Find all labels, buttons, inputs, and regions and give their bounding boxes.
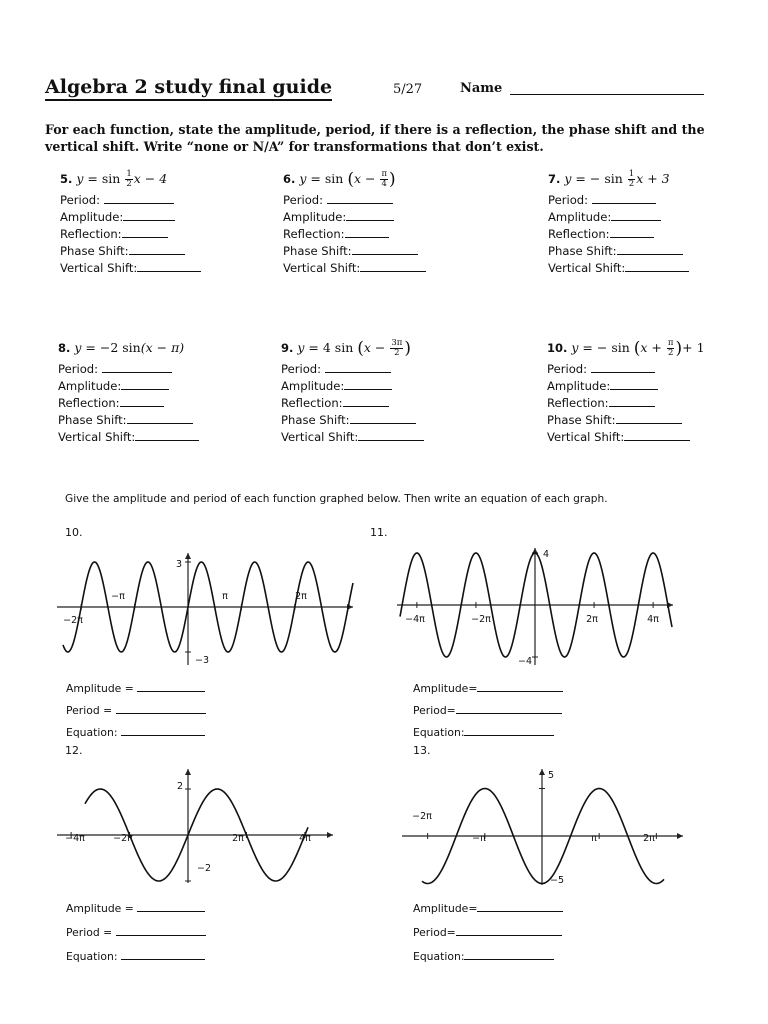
- y-axis-arrow: [539, 769, 545, 775]
- amplitude-blank[interactable]: [137, 900, 205, 912]
- function-name: sin: [324, 171, 344, 186]
- amplitude-row: [283, 209, 473, 226]
- paren-open: (: [347, 169, 354, 190]
- period-blank[interactable]: [592, 192, 656, 204]
- y-axis-arrow: [185, 553, 191, 559]
- amplitude-blank[interactable]: [346, 209, 394, 221]
- problem-equation: [548, 168, 738, 192]
- equation-row: [66, 948, 206, 966]
- amplitude-blank[interactable]: [137, 680, 205, 692]
- phase-shift-blank[interactable]: [350, 412, 416, 424]
- equation-tail: x − 4: [133, 171, 168, 186]
- x-axis-arrow: [327, 832, 333, 838]
- vertical-shift-blank[interactable]: [360, 260, 426, 272]
- phase-shift-row: [281, 412, 471, 429]
- vertical-shift-row: [548, 260, 738, 277]
- x-tick-label: −π: [111, 591, 125, 602]
- vertical-shift-label: Vertical Shift:: [281, 430, 359, 444]
- equation-row: [413, 724, 563, 742]
- problem-equation: [283, 168, 473, 192]
- fraction: [390, 339, 403, 358]
- amplitude-blank[interactable]: [477, 900, 563, 912]
- amplitude-row: [66, 900, 206, 924]
- problem-5: [60, 168, 250, 277]
- frac-num: 3π: [391, 338, 403, 348]
- argument: x −: [353, 171, 376, 186]
- problem-equation: [547, 337, 737, 361]
- period-row: [66, 924, 206, 948]
- problem-number: 9.: [281, 341, 294, 355]
- paren-open: (: [357, 338, 364, 359]
- period-row: [281, 361, 471, 378]
- period-blank[interactable]: [456, 702, 562, 714]
- period-row: [283, 192, 473, 209]
- amplitude-label: Amplitude =: [66, 682, 134, 695]
- problem-number: 7.: [548, 172, 561, 186]
- x-tick-label: π: [222, 591, 228, 602]
- equation-blank[interactable]: [121, 724, 205, 736]
- equals: =: [87, 171, 98, 186]
- graph-11-answers: [413, 680, 563, 742]
- vertical-shift-row: [281, 429, 471, 446]
- vertical-shift-row: [283, 260, 473, 277]
- x-tick-label: −2π: [63, 615, 83, 626]
- graph-10: [55, 545, 355, 675]
- period-blank[interactable]: [116, 702, 206, 714]
- period-label: Period:: [60, 193, 101, 207]
- paren-close: ): [675, 338, 683, 359]
- period-label: Period =: [66, 926, 113, 939]
- amplitude-row: [413, 680, 563, 702]
- period-blank[interactable]: [116, 924, 206, 936]
- reflection-label: Reflection:: [281, 396, 343, 410]
- instructions: For each function, state the amplitude, period, if there is a reflection, the phase shift and the vertical shift. Write “none or N/A” for transformations that don’t exist.: [45, 122, 705, 154]
- frac-num: π: [667, 338, 674, 348]
- reflection-row: [281, 395, 471, 412]
- y-tick-label: −2: [197, 863, 212, 874]
- graph-12: [55, 765, 335, 895]
- equals: = −: [575, 171, 601, 186]
- phase-shift-label: Phase Shift:: [58, 413, 127, 427]
- amplitude-blank[interactable]: [344, 378, 392, 390]
- phase-shift-blank[interactable]: [127, 412, 193, 424]
- frac-den: 2: [126, 179, 132, 189]
- x-tick-label: 2π: [232, 833, 244, 844]
- problem-8: [58, 337, 248, 446]
- amplitude-label: Amplitude:: [60, 210, 124, 224]
- reflection-row: [547, 395, 737, 412]
- paren-open: (: [633, 338, 641, 359]
- var-y: y: [299, 171, 307, 186]
- x-tick-label: −4π: [405, 614, 425, 625]
- problem-number: 8.: [58, 341, 71, 355]
- phase-shift-row: [60, 243, 250, 260]
- phase-shift-blank[interactable]: [129, 243, 185, 255]
- var-y: y: [74, 340, 82, 355]
- amplitude-label: Amplitude:: [548, 210, 612, 224]
- phase-shift-blank[interactable]: [617, 243, 683, 255]
- problem-number: 6.: [283, 172, 296, 186]
- frac-num: 1: [126, 169, 132, 179]
- vertical-shift-blank[interactable]: [358, 429, 424, 441]
- period-label: Period:: [58, 362, 99, 376]
- phase-shift-blank[interactable]: [616, 412, 682, 424]
- problem-equation: [60, 168, 250, 192]
- period-blank[interactable]: [104, 192, 174, 204]
- equation-tail: x + 3: [636, 171, 670, 186]
- function-name: sin: [611, 340, 630, 355]
- reflection-label: Reflection:: [58, 396, 120, 410]
- reflection-row: [60, 226, 250, 243]
- reflection-blank[interactable]: [122, 226, 168, 238]
- amplitude-blank[interactable]: [610, 378, 658, 390]
- var-y: y: [76, 171, 84, 186]
- x-tick-label: 2π: [295, 591, 307, 602]
- equation-row: [66, 724, 206, 742]
- paren-close: ): [389, 169, 396, 190]
- amplitude-blank[interactable]: [611, 209, 661, 221]
- graph-number: 13.: [413, 744, 431, 757]
- var-y: y: [297, 340, 305, 355]
- period-row: [547, 361, 737, 378]
- graph-13: [400, 765, 685, 895]
- amplitude-label: Amplitude:: [281, 379, 345, 393]
- x-tick-label: −4π: [65, 833, 85, 844]
- graph-number: 11.: [370, 526, 388, 539]
- graph-instructions: Give the amplitude and period of each function graphed below. Then write an equation of each graph.: [65, 493, 608, 505]
- amplitude-label: Amplitude=: [413, 682, 478, 695]
- phase-shift-label: Phase Shift:: [60, 244, 129, 258]
- x-tick-label: 2π: [586, 614, 598, 625]
- graph-11: [395, 545, 675, 675]
- reflection-row: [283, 226, 473, 243]
- graph-10-answers: [66, 680, 206, 742]
- fraction: [628, 170, 635, 189]
- date-text: 5/27: [393, 82, 423, 97]
- x-tick-label: −2π: [113, 833, 133, 844]
- equation-label: Equation:: [413, 950, 465, 963]
- argument: x −: [363, 340, 386, 355]
- reflection-label: Reflection:: [547, 396, 609, 410]
- graph-12-answers: [66, 900, 206, 966]
- graph-number: 12.: [65, 744, 83, 757]
- phase-shift-blank[interactable]: [352, 243, 418, 255]
- equation-label: Equation:: [66, 950, 118, 963]
- phase-shift-row: [283, 243, 473, 260]
- period-row: [66, 702, 206, 724]
- reflection-row: [548, 226, 738, 243]
- fraction: [125, 170, 132, 189]
- page-title: Algebra 2 study final guide: [45, 76, 332, 101]
- x-tick-label: π: [591, 833, 597, 844]
- problem-7: [548, 168, 738, 277]
- reflection-blank[interactable]: [610, 226, 654, 238]
- y-tick-label: −3: [195, 655, 210, 666]
- phase-shift-label: Phase Shift:: [548, 244, 617, 258]
- period-row: [413, 702, 563, 724]
- equation-blank[interactable]: [464, 948, 554, 960]
- fraction: [380, 170, 388, 189]
- equation-label: Equation:: [66, 726, 118, 739]
- vertical-shift-label: Vertical Shift:: [58, 430, 136, 444]
- amplitude-row: [413, 900, 563, 924]
- phase-shift-label: Phase Shift:: [281, 413, 350, 427]
- argument: x +: [640, 340, 662, 355]
- y-tick-label: 2: [176, 781, 183, 792]
- period-label: Period=: [413, 704, 456, 717]
- amplitude-label: Amplitude:: [283, 210, 347, 224]
- equals: = −2: [85, 340, 119, 355]
- amplitude-blank[interactable]: [477, 680, 563, 692]
- problem-6: [283, 168, 473, 277]
- vertical-shift-label: Vertical Shift:: [283, 261, 361, 275]
- vertical-shift-row: [547, 429, 737, 446]
- reflection-blank[interactable]: [345, 226, 389, 238]
- amplitude-label: Amplitude =: [66, 902, 134, 915]
- phase-shift-label: Phase Shift:: [283, 244, 352, 258]
- equation-blank[interactable]: [464, 724, 554, 736]
- vertical-shift-blank[interactable]: [625, 260, 689, 272]
- amplitude-label: Amplitude=: [413, 902, 478, 915]
- amplitude-label: Amplitude:: [547, 379, 611, 393]
- frac-den: 2: [394, 348, 400, 358]
- amplitude-row: [66, 680, 206, 702]
- problem-10: [547, 337, 737, 446]
- reflection-blank[interactable]: [343, 395, 389, 407]
- phase-shift-row: [548, 243, 738, 260]
- y-tick-label: 4: [543, 549, 550, 560]
- period-label: Period:: [281, 362, 322, 376]
- equals: = −: [582, 340, 608, 355]
- period-label: Period =: [66, 704, 113, 717]
- amplitude-row: [60, 209, 250, 226]
- period-row: [548, 192, 738, 209]
- amplitude-blank[interactable]: [121, 378, 169, 390]
- vertical-shift-label: Vertical Shift:: [60, 261, 138, 275]
- x-tick-label: 4π: [647, 614, 659, 625]
- paren-close: ): [404, 338, 412, 359]
- x-tick-label: 2π: [643, 833, 655, 844]
- period-blank[interactable]: [325, 361, 391, 373]
- x-tick-label: −π: [472, 833, 486, 844]
- period-blank[interactable]: [456, 924, 562, 936]
- equation-label: Equation:: [413, 726, 465, 739]
- amplitude-row: [281, 378, 471, 395]
- period-row: [413, 924, 563, 948]
- period-label: Period:: [547, 362, 588, 376]
- y-tick-label: −4: [517, 656, 532, 667]
- function-name: sin: [334, 340, 354, 355]
- period-label: Period:: [283, 193, 324, 207]
- reflection-label: Reflection:: [60, 227, 122, 241]
- amplitude-label: Amplitude:: [58, 379, 122, 393]
- x-tick-label: −2π: [471, 614, 491, 625]
- reflection-label: Reflection:: [548, 227, 610, 241]
- reflection-label: Reflection:: [283, 227, 345, 241]
- function-name: sin: [101, 171, 121, 186]
- frac-num: π: [381, 169, 388, 179]
- vertical-shift-label: Vertical Shift:: [548, 261, 626, 275]
- equals: =: [310, 171, 321, 186]
- y-axis-arrow: [185, 769, 191, 775]
- vertical-shift-row: [58, 429, 248, 446]
- reflection-blank[interactable]: [609, 395, 655, 407]
- reflection-row: [58, 395, 248, 412]
- vertical-shift-blank[interactable]: [137, 260, 201, 272]
- vertical-shift-row: [60, 260, 250, 277]
- problem-equation: [58, 337, 248, 361]
- y-tick-label: 5: [548, 770, 555, 781]
- phase-shift-row: [547, 412, 737, 429]
- frac-den: 2: [628, 179, 635, 189]
- graph-number: 10.: [65, 526, 83, 539]
- fraction: [667, 339, 675, 358]
- period-row: [58, 361, 248, 378]
- vertical-shift-label: Vertical Shift:: [547, 430, 625, 444]
- amplitude-blank[interactable]: [123, 209, 175, 221]
- period-row: [60, 192, 250, 209]
- period-label: Period=: [413, 926, 456, 939]
- frac-den: 2: [667, 348, 674, 358]
- function-name: sin: [122, 340, 141, 355]
- y-tick-label: 3: [175, 559, 182, 570]
- x-axis-arrow: [677, 833, 683, 839]
- amplitude-row: [547, 378, 737, 395]
- frac-num: 1: [628, 169, 635, 179]
- var-y: y: [571, 340, 579, 355]
- name-field-line[interactable]: [510, 94, 704, 95]
- x-tick-label: −2π: [412, 811, 432, 822]
- graph-13-answers: [413, 900, 563, 966]
- phase-shift-row: [58, 412, 248, 429]
- equation-blank[interactable]: [121, 948, 205, 960]
- period-blank[interactable]: [327, 192, 393, 204]
- y-tick-label: −5: [550, 875, 565, 886]
- period-label: Period:: [548, 193, 589, 207]
- period-blank[interactable]: [102, 361, 172, 373]
- period-blank[interactable]: [591, 361, 655, 373]
- name-label: Name: [460, 81, 503, 96]
- problem-9: [281, 337, 471, 446]
- frac-den: 4: [381, 179, 387, 189]
- vertical-shift-blank[interactable]: [624, 429, 690, 441]
- amplitude-row: [548, 209, 738, 226]
- phase-shift-label: Phase Shift:: [547, 413, 616, 427]
- function-name: sin: [604, 171, 623, 186]
- problem-equation: [281, 337, 471, 361]
- equals: = 4: [308, 340, 331, 355]
- vertical-shift-blank[interactable]: [135, 429, 199, 441]
- equation-tail: + 1: [682, 340, 705, 355]
- problem-number: 10.: [547, 341, 568, 355]
- amplitude-row: [58, 378, 248, 395]
- equation-row: [413, 948, 563, 966]
- x-tick-label: 4π: [299, 833, 311, 844]
- equation-tail: (x − π): [140, 340, 185, 355]
- var-y: y: [564, 171, 572, 186]
- problem-number: 5.: [60, 172, 73, 186]
- reflection-blank[interactable]: [120, 395, 164, 407]
